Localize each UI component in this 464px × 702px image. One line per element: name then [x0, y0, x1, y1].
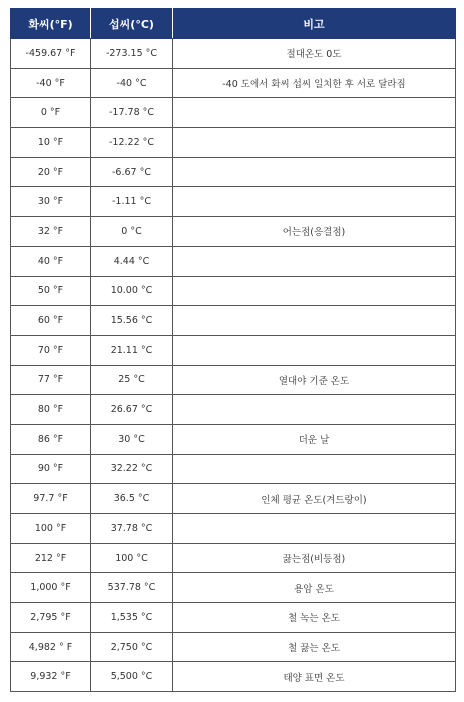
table-row	[11, 543, 456, 573]
table-row	[11, 39, 456, 69]
table-row	[11, 335, 456, 365]
table-row	[11, 276, 456, 306]
cell-celsius: 4.44 °C	[91, 246, 173, 276]
cell-celsius: 537.78 °C	[91, 573, 173, 603]
cell-celsius: -17.78 °C	[91, 98, 173, 128]
cell-fahrenheit: 2,795 °F	[11, 603, 91, 633]
table-row	[11, 573, 456, 603]
header-fahrenheit: 화씨(°F)	[11, 9, 91, 39]
cell-notes: 철 녹는 온도	[173, 603, 456, 633]
cell-fahrenheit: 86 °F	[11, 424, 91, 454]
cell-celsius: 2,750 °C	[91, 632, 173, 662]
cell-celsius: 1,535 °C	[91, 603, 173, 633]
table-row	[11, 246, 456, 276]
cell-notes: 열대야 기준 온도	[173, 365, 456, 395]
table-row	[11, 395, 456, 425]
cell-celsius: 36.5 °C	[91, 484, 173, 514]
table-body	[11, 39, 456, 692]
cell-notes	[173, 335, 456, 365]
cell-celsius: -40 °C	[91, 68, 173, 98]
cell-notes: 어는점(응결점)	[173, 217, 456, 247]
cell-celsius: 37.78 °C	[91, 514, 173, 544]
table-row	[11, 632, 456, 662]
cell-notes	[173, 128, 456, 158]
cell-celsius: -1.11 °C	[91, 187, 173, 217]
table-row	[11, 484, 456, 514]
cell-fahrenheit: 40 °F	[11, 246, 91, 276]
cell-notes: 끓는점(비등점)	[173, 543, 456, 573]
cell-notes	[173, 98, 456, 128]
cell-notes: 더운 날	[173, 424, 456, 454]
cell-celsius: 30 °C	[91, 424, 173, 454]
cell-notes	[173, 157, 456, 187]
cell-notes	[173, 395, 456, 425]
cell-fahrenheit: 60 °F	[11, 306, 91, 336]
cell-notes	[173, 246, 456, 276]
table-row	[11, 68, 456, 98]
cell-fahrenheit: 10 °F	[11, 128, 91, 158]
cell-fahrenheit: 4,982 ° F	[11, 632, 91, 662]
table-row	[11, 662, 456, 692]
cell-celsius: 100 °C	[91, 543, 173, 573]
cell-fahrenheit: 77 °F	[11, 365, 91, 395]
cell-notes: -40 도에서 화씨 섭씨 일치한 후 서로 달라짐	[173, 68, 456, 98]
cell-fahrenheit: 20 °F	[11, 157, 91, 187]
table-row	[11, 217, 456, 247]
cell-celsius: 15.56 °C	[91, 306, 173, 336]
table-row	[11, 98, 456, 128]
table-row	[11, 603, 456, 633]
cell-fahrenheit: 50 °F	[11, 276, 91, 306]
cell-fahrenheit: 100 °F	[11, 514, 91, 544]
cell-fahrenheit: 1,000 °F	[11, 573, 91, 603]
cell-fahrenheit: 30 °F	[11, 187, 91, 217]
cell-fahrenheit: 212 °F	[11, 543, 91, 573]
cell-celsius: 10.00 °C	[91, 276, 173, 306]
table-row	[11, 128, 456, 158]
cell-notes: 인체 평균 온도(겨드랑이)	[173, 484, 456, 514]
header-celsius: 섭씨(°C)	[91, 9, 173, 39]
cell-celsius: -273.15 °C	[91, 39, 173, 69]
table-row	[11, 514, 456, 544]
cell-notes: 태양 표면 온도	[173, 662, 456, 692]
cell-fahrenheit: 80 °F	[11, 395, 91, 425]
cell-notes	[173, 276, 456, 306]
cell-fahrenheit: -40 °F	[11, 68, 91, 98]
cell-fahrenheit: 9,932 °F	[11, 662, 91, 692]
cell-notes	[173, 454, 456, 484]
cell-celsius: 5,500 °C	[91, 662, 173, 692]
cell-fahrenheit: 32 °F	[11, 217, 91, 247]
cell-fahrenheit: -459.67 °F	[11, 39, 91, 69]
table-row	[11, 365, 456, 395]
temperature-conversion-table	[10, 8, 456, 692]
cell-notes	[173, 514, 456, 544]
cell-fahrenheit: 0 °F	[11, 98, 91, 128]
cell-celsius: 21.11 °C	[91, 335, 173, 365]
cell-fahrenheit: 70 °F	[11, 335, 91, 365]
cell-celsius: 32.22 °C	[91, 454, 173, 484]
cell-notes	[173, 187, 456, 217]
table-row	[11, 306, 456, 336]
cell-celsius: -12.22 °C	[91, 128, 173, 158]
table-row	[11, 424, 456, 454]
cell-celsius: 25 °C	[91, 365, 173, 395]
header-row	[11, 9, 456, 39]
cell-notes: 철 끓는 온도	[173, 632, 456, 662]
cell-celsius: 0 °C	[91, 217, 173, 247]
cell-notes	[173, 306, 456, 336]
table-row	[11, 187, 456, 217]
header-notes: 비고	[173, 9, 456, 39]
cell-fahrenheit: 97.7 °F	[11, 484, 91, 514]
cell-celsius: -6.67 °C	[91, 157, 173, 187]
table-header	[11, 9, 456, 39]
cell-celsius: 26.67 °C	[91, 395, 173, 425]
cell-notes: 용암 온도	[173, 573, 456, 603]
cell-fahrenheit: 90 °F	[11, 454, 91, 484]
cell-notes: 절대온도 0도	[173, 39, 456, 69]
table-row	[11, 454, 456, 484]
table-row	[11, 157, 456, 187]
